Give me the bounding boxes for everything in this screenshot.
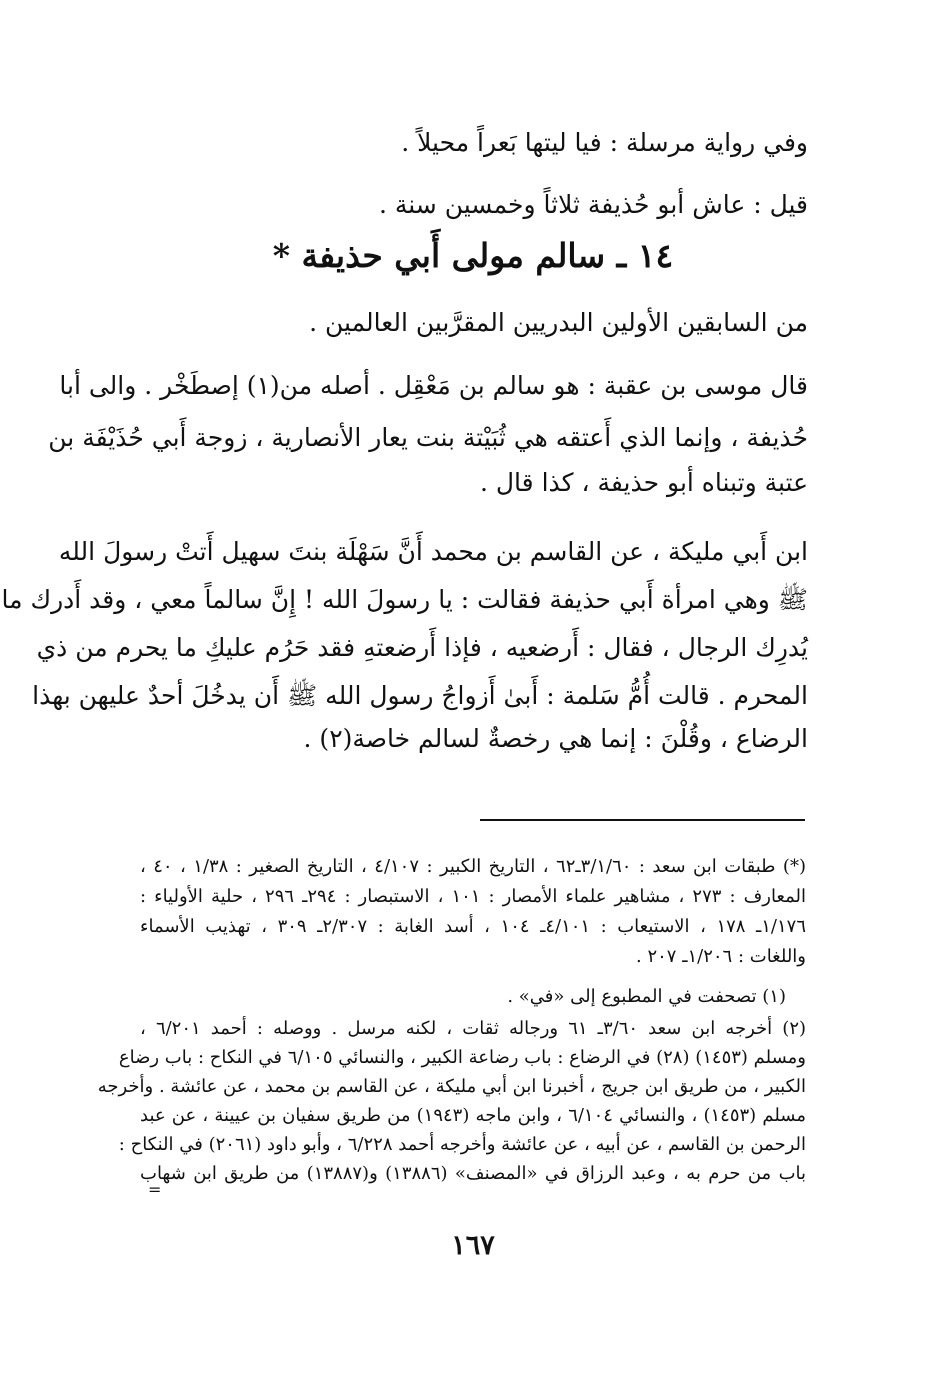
footnote-2 bbox=[97, 1014, 807, 1188]
footnote-divider bbox=[480, 819, 805, 821]
footnote-star-last-line: واللغات : ١/٢٠٦ـ ٢٠٧ . bbox=[636, 946, 806, 967]
footnote-2-line: ومسلم (١٤٥٣) (٢٨) في الرضاع : باب رضاعة الكبير ، والنسائي ٦/١٠٥ في النكاح : باب رضاع bbox=[118, 1047, 806, 1068]
paragraph-1: من السابقين الأولين البدريين المقرَّبين العالمين . bbox=[309, 308, 808, 337]
paragraph-2-line: قال موسى بن عقبة : هو سالم بن مَعْقِل . أصله من(١) إصطَخْر . والى أبا bbox=[59, 371, 808, 400]
paragraph-3-line: ابن أَبي مليكة ، عن القاسم بن محمد أَنَّ سَهْلَة بنتَ سهيل أَتتْ رسولَ الله bbox=[58, 537, 808, 566]
paragraph-3-line: المحرم . قالت أُمُّ سَلمة : أَبىٰ أَزواجُ رسول الله ﷺ أَن يدخُلَ أحدٌ عليهن بهذا bbox=[32, 681, 808, 710]
paragraph-2 bbox=[48, 360, 808, 464]
continuation-mark: = bbox=[148, 1180, 162, 1199]
footnote-2-line: مسلم (١٤٥٣) ، والنسائي ٦/١٠٤ ، وابن ماجه (١٩٤٣) من طريق سفيان بن عيينة ، عن عبد bbox=[140, 1105, 806, 1126]
footnote-star-line: (*) طبقات ابن سعد : ٣/١/٦٠ـ٦٢ ، التاريخ الكبير : ٤/١٠٧ ، التاريخ الصغير : ١/٣٨ ، ٤٠ ، bbox=[140, 856, 806, 877]
page-number: ١٦٧ bbox=[451, 1230, 495, 1261]
footnote-1: (١) تصحفت في المطبوع إلى «في» . bbox=[507, 986, 786, 1007]
paragraph-3-line: يُدرِك الرجال ، فقال : أَرضعيه ، فإذا أَرضعتهِ فقد حَرُم عليكِ ما يحرم من ذي bbox=[36, 633, 808, 662]
footnote-2-line: الرحمن بن القاسم ، عن أبيه ، عن عائشة وأخرجه أحمد ٦/٢٢٨ ، وأبو داود (٢٠٦١) في النكاح : bbox=[118, 1134, 806, 1155]
footnote-2-line: الكبير ، من طريق ابن جريج ، أخبرنا ابن أبي مليكة ، عن القاسم بن محمد ، عن عائشة . وأخرجه bbox=[97, 1076, 806, 1097]
paragraph-3-line: ﷺ وهي امرأة أَبي حذيفة فقالت : يا رسولَ الله ! إِنَّ سالماً معي ، وقد أَدرك ما bbox=[1, 585, 808, 614]
intro-line-1: وفي رواية مرسلة : فيا ليتها بَعراً محيلاً . bbox=[401, 128, 808, 157]
paragraph-2-last-line: عتبة وتبناه أبو حذيفة ، كذا قال . bbox=[480, 468, 808, 497]
footnote-2-line: باب من حرم به ، وعبد الرزاق في «المصنف» (١٣٨٨٦) و(١٣٨٨٧) من طريق ابن شهاب bbox=[140, 1163, 807, 1184]
paragraph-3-last-line: الرضاع ، وقُلْنَ : إنما هي رخصةٌ لسالم خاصة(٢) . bbox=[303, 724, 808, 753]
section-heading: ١٤ ـ سالم مولى أَبي حذيفة * bbox=[272, 236, 674, 275]
footnote-2-line: (٢) أخرجه ابن سعد ٣/٦٠ـ ٦١ ورجاله ثقات ، لكنه مرسل . ووصله : أحمد ٦/٢٠١ ، bbox=[140, 1018, 807, 1039]
footnote-star bbox=[140, 852, 806, 942]
paragraph-2-line: حُذيفة ، وإنما الذي أَعتقه هي ثُبَيْتة بنت يعار الأنصارية ، زوجة أَبي حُذَيْفَة بن bbox=[48, 423, 808, 452]
paragraph-3 bbox=[1, 528, 808, 720]
intro-line-2: قيل : عاش أبو حُذيفة ثلاثاً وخمسين سنة . bbox=[378, 190, 808, 219]
footnote-star-line: ١/١٧٦ـ ١٧٨ ، الاستيعاب : ٤/١٠١ـ ١٠٤ ، أسد الغابة : ٢/٣٠٧ـ ٣٠٩ ، تهذيب الأسماء bbox=[140, 916, 807, 937]
footnote-star-line: المعارف : ٢٧٣ ، مشاهير علماء الأمصار : ١٠١ ، الاستبصار : ٢٩٤ـ ٢٩٦ ، حلية الأولياء : bbox=[140, 886, 807, 907]
